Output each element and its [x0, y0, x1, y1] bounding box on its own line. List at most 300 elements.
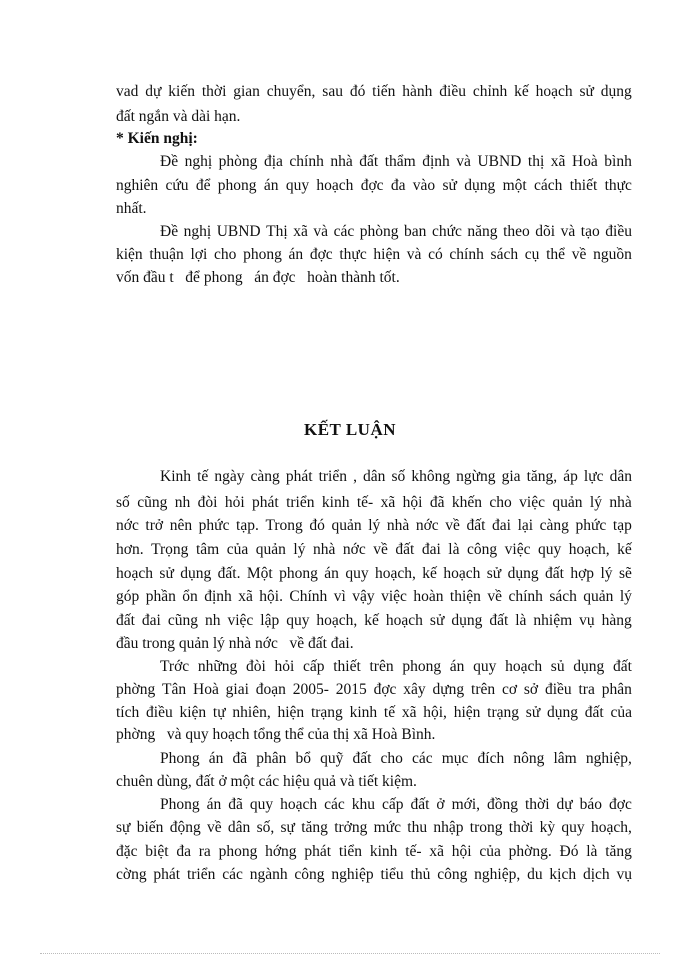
word: điều [146, 704, 173, 721]
body-line: đất ngắn và dài hạn. [116, 108, 241, 125]
word: lực [583, 468, 604, 485]
body-line [116, 867, 632, 883]
word: đất [410, 796, 430, 813]
body-line [160, 224, 632, 240]
word: phát [304, 843, 332, 860]
word: thuận [149, 246, 184, 263]
word: phân [601, 681, 632, 698]
word: hội [451, 843, 472, 860]
word: thẩm [384, 153, 416, 170]
word: trên [471, 681, 496, 698]
word: quy [473, 658, 497, 675]
word: sủ [550, 658, 565, 675]
word: xã [401, 704, 417, 721]
word: triển [318, 468, 347, 485]
word: kiện [179, 704, 207, 721]
word: ra [198, 843, 211, 860]
word: số [116, 494, 130, 511]
word: kế [617, 541, 632, 558]
word: đặc [116, 843, 138, 860]
word: hoạch [535, 83, 573, 100]
word: du [527, 866, 543, 883]
word: kế [514, 83, 529, 100]
word: đất [395, 541, 415, 558]
word: tế [197, 468, 209, 485]
word: kiện [116, 246, 143, 263]
word: trởng [334, 819, 368, 836]
word: quy [345, 565, 369, 582]
word: việc [227, 612, 254, 629]
word: UBND [477, 153, 522, 170]
body-line [116, 820, 632, 836]
word: ở [436, 796, 445, 813]
word: ngành [249, 866, 288, 883]
word: dụng [464, 177, 496, 194]
word: hàng [601, 612, 632, 629]
word: đòi [245, 658, 266, 675]
word: đoạn [255, 681, 286, 698]
word: kiến [168, 83, 195, 100]
word: dụng [507, 565, 539, 582]
word: sử [442, 177, 457, 194]
word: đích [477, 750, 505, 767]
word: 2015 [335, 681, 367, 698]
word: đó [349, 83, 366, 100]
word: đã [429, 494, 445, 511]
word: Phong [160, 796, 200, 813]
word: những [197, 658, 238, 675]
word: phân [256, 750, 287, 767]
word: năng [467, 223, 498, 240]
word: định [204, 588, 232, 605]
body-line [160, 797, 632, 813]
word: sở [523, 681, 539, 698]
word: quy [561, 819, 585, 836]
word: xã [293, 223, 308, 240]
word: kế [364, 612, 379, 629]
word: các [333, 223, 355, 240]
word: đó [309, 517, 325, 534]
word: là [515, 612, 527, 629]
word: hiện [373, 246, 401, 263]
word: số [391, 468, 406, 485]
word: hoạch, [316, 612, 358, 629]
word: góp [116, 588, 140, 605]
word: cờng [116, 866, 147, 883]
word: gia [501, 468, 521, 485]
body-line [116, 705, 632, 721]
word: phức [198, 517, 230, 534]
word: đất [612, 658, 632, 675]
word: đất [584, 704, 604, 721]
word: nớc [342, 541, 366, 558]
word: tăng [605, 843, 632, 860]
word: điều [605, 223, 632, 240]
word: tiển [338, 843, 363, 860]
word: án [449, 658, 465, 675]
word: hoạch, [375, 565, 416, 582]
body-line [160, 469, 632, 485]
word: lâm [553, 750, 577, 767]
word: thiết [569, 177, 598, 194]
word: trong [469, 819, 503, 836]
word: kịch [549, 866, 577, 883]
word: chức [431, 223, 462, 240]
word: cho [380, 750, 403, 767]
word: càng [250, 468, 280, 485]
word: hỏi [224, 494, 245, 511]
word: hội, [423, 704, 447, 721]
word: quy [249, 796, 274, 813]
word: án [206, 796, 222, 813]
word: không [411, 468, 451, 485]
word: ban [404, 223, 427, 240]
word: lập [260, 612, 280, 629]
word: thực [604, 177, 632, 194]
word: đồng [486, 796, 518, 813]
body-line: chuên dùng, đất ở một các hiệu quả và tiết kiệm. [116, 773, 417, 790]
word: phong [279, 565, 318, 582]
word: trạng [487, 704, 520, 721]
word: dự [145, 83, 162, 100]
word: về [487, 588, 502, 605]
word: dân [227, 819, 251, 836]
word: đai [141, 612, 161, 629]
word: hớng [265, 843, 297, 860]
word: sách [549, 588, 577, 605]
body-line [160, 659, 632, 675]
word: Đề [160, 223, 179, 240]
body-line [116, 844, 632, 860]
word: nớc [415, 517, 439, 534]
word: mới, [451, 796, 480, 813]
body-line: nhất. [116, 200, 147, 217]
word: triển [286, 494, 315, 511]
word: cũng [167, 612, 198, 629]
word: điều [439, 83, 466, 100]
word: quy [286, 612, 310, 629]
word: nghiên [116, 177, 159, 194]
word: lý [293, 541, 306, 558]
word: dựng [432, 681, 465, 698]
word: lại [517, 517, 534, 534]
word: án [263, 177, 279, 194]
word: hoạch [385, 612, 423, 629]
word: hội. [259, 588, 283, 605]
word: thu [407, 819, 428, 836]
word: nghị [183, 223, 212, 240]
word: nghị [184, 153, 213, 170]
word: ngừng [456, 468, 496, 485]
word: cho [214, 246, 237, 263]
word: tạo [580, 223, 600, 240]
word: triển [186, 866, 216, 883]
word: ổn [182, 588, 198, 605]
word: đất. [217, 565, 241, 582]
word: các [222, 866, 243, 883]
word: quản [255, 541, 286, 558]
word: và [406, 246, 422, 263]
word: đất [489, 612, 509, 629]
body-line [116, 518, 632, 534]
body-line [116, 613, 632, 629]
word: tiểu [380, 866, 404, 883]
word: điều [544, 681, 572, 698]
page-bottom-dotted-rule [40, 953, 660, 954]
word: hoạch [443, 565, 481, 582]
word: quản [331, 517, 362, 534]
recommendations-heading: * Kiến nghị: [116, 130, 198, 147]
word: địa [263, 153, 283, 170]
word: sử [525, 704, 541, 721]
word: sử [159, 565, 174, 582]
word: các [412, 750, 433, 767]
word: là [586, 843, 598, 860]
word: nhiên, [232, 704, 271, 721]
word: động [169, 819, 201, 836]
word: cũng [137, 494, 168, 511]
word: phờng. [508, 843, 552, 860]
word: về [571, 246, 587, 263]
word: nhà [312, 541, 336, 558]
word: Tân [162, 681, 187, 698]
body-line: phờng và quy hoạch tổng thể của thị xã Hoà Bình. [116, 726, 436, 743]
word: và [456, 153, 471, 170]
word: sẽ [618, 565, 632, 582]
word: hoạch [505, 658, 543, 675]
word: ngày [214, 468, 245, 485]
word: dụng [573, 658, 605, 675]
word: 2005- [292, 681, 329, 698]
word: về [373, 541, 388, 558]
word: phát [153, 866, 181, 883]
word: bổ [295, 750, 311, 767]
word: chính [449, 246, 484, 263]
word: Đó [559, 843, 579, 860]
word: án [324, 565, 339, 582]
word: gian [233, 83, 260, 100]
word: nghiệp [331, 866, 374, 883]
word: án [208, 750, 224, 767]
word: phong [218, 843, 258, 860]
word: UBND [216, 223, 261, 240]
word: thực [339, 246, 367, 263]
word: lý [589, 494, 602, 511]
body-line [160, 154, 632, 170]
word: phong [402, 658, 442, 675]
word: hoạch, [568, 541, 610, 558]
word: hoàn [413, 588, 444, 605]
word: công [294, 866, 325, 883]
word: tăng, [526, 468, 558, 485]
word: lý [600, 565, 613, 582]
word: theo [503, 223, 530, 240]
word: Hoà [571, 153, 598, 170]
word: kỳ [539, 819, 556, 836]
word: thị [527, 153, 545, 170]
word: đòi [197, 494, 218, 511]
word: lý [368, 517, 381, 534]
word: hợp [570, 565, 595, 582]
word: tế- [356, 494, 374, 511]
word: đợc [360, 177, 384, 194]
word: quản [552, 494, 583, 511]
word: biến [136, 819, 164, 836]
word: của [226, 541, 249, 558]
word: phờng [116, 681, 156, 698]
word: nhiệm [533, 612, 573, 629]
word: hội [402, 494, 423, 511]
word: dự [556, 796, 573, 813]
word: đai [421, 541, 441, 558]
word: về [445, 517, 460, 534]
word: kinh [349, 704, 378, 721]
word: dụng [600, 83, 632, 100]
word: quỹ [320, 750, 344, 767]
word: bình [604, 153, 632, 170]
word: nguồn [593, 246, 632, 263]
word: đợc [309, 246, 333, 263]
body-line [116, 178, 632, 194]
word: biệt [145, 843, 169, 860]
word: khu [351, 796, 375, 813]
word: sử [579, 83, 594, 100]
word: là [448, 541, 460, 558]
word: các [324, 796, 345, 813]
word: xây [403, 681, 426, 698]
word: khến [451, 494, 482, 511]
word: nh [204, 612, 221, 629]
word: dụng [451, 612, 483, 629]
word: kinh [321, 494, 350, 511]
word: đất [359, 153, 379, 170]
word: sử [486, 565, 502, 582]
word: đợc [373, 681, 397, 698]
body-line [116, 247, 632, 263]
word: nh [174, 494, 191, 511]
word: tiến [372, 83, 396, 100]
word: công [467, 541, 498, 558]
word: dịch [582, 866, 610, 883]
word: cơ [501, 681, 518, 698]
word: việc [381, 588, 407, 605]
word: đất [116, 612, 135, 629]
body-line [116, 84, 632, 100]
word: Phong [160, 750, 200, 767]
word: vad [116, 83, 139, 100]
word: cụ [524, 246, 540, 263]
word: đất [466, 517, 486, 534]
word: lý [619, 588, 632, 605]
word: mục [441, 750, 469, 767]
word: lợi [190, 246, 208, 263]
word: vụ [616, 866, 632, 883]
word: dân [363, 468, 386, 485]
word: của [479, 843, 501, 860]
word: trên [369, 658, 394, 675]
word: đa [390, 177, 406, 194]
word: xã [380, 494, 396, 511]
word: tra [578, 681, 595, 698]
word: Kinh [160, 468, 191, 485]
word: chỉnh [472, 83, 508, 100]
word: nghiệp, [585, 750, 632, 767]
word: Trong [265, 517, 303, 534]
word: có [428, 246, 443, 263]
body-line: đầu trong quản lý nhà nớc về đất đai. [116, 635, 354, 652]
word: áp [563, 468, 578, 485]
word: cấp [303, 658, 325, 675]
body-line [160, 751, 632, 767]
word: hơn. [116, 541, 144, 558]
word: càng [539, 517, 569, 534]
word: sử [429, 612, 445, 629]
word: của [610, 704, 632, 721]
word: thời [201, 83, 227, 100]
word: phong [243, 246, 282, 263]
word: chuyển, [266, 83, 316, 100]
word: dõi [535, 223, 556, 240]
word: báo [579, 796, 603, 813]
word: dân [609, 468, 632, 485]
word: số, [256, 819, 275, 836]
body-line [116, 589, 632, 605]
word: nhà [609, 494, 632, 511]
word: thủ [410, 866, 431, 883]
word: hoạch [116, 565, 154, 582]
word: hiện [453, 704, 481, 721]
word: tích [116, 704, 140, 721]
word: cứu [165, 177, 189, 194]
word: nghiệp, [474, 866, 521, 883]
word: đai [492, 517, 511, 534]
word: chính [508, 588, 543, 605]
word: đã [228, 796, 243, 813]
word: phát [285, 468, 313, 485]
word: Chính [289, 588, 328, 605]
word: quy [538, 541, 562, 558]
word: cho [489, 494, 512, 511]
word: giai [225, 681, 249, 698]
word: án [288, 246, 304, 263]
word: nên [169, 517, 193, 534]
word: đất [352, 750, 372, 767]
word: thiết [333, 658, 361, 675]
body-line [116, 542, 632, 558]
word: thời [508, 819, 534, 836]
word: xã [429, 843, 444, 860]
word: phòng [218, 153, 258, 170]
word: Hoà [193, 681, 219, 698]
conclusion-title: KẾT LUẬN [303, 420, 396, 439]
word: tế [383, 704, 396, 721]
word: sự [116, 819, 131, 836]
word: công [437, 866, 468, 883]
word: nhập [433, 819, 464, 836]
word: quy [285, 177, 310, 194]
word: hoạch [280, 796, 318, 813]
word: nhà [386, 517, 410, 534]
word: nhà [330, 153, 353, 170]
word: vào [412, 177, 436, 194]
word: phát [252, 494, 279, 511]
word: nớc [116, 517, 139, 534]
word: mức [373, 819, 401, 836]
body-line [116, 566, 632, 582]
word: hành [402, 83, 433, 100]
word: thể [546, 246, 566, 263]
word: hiện [277, 704, 305, 721]
